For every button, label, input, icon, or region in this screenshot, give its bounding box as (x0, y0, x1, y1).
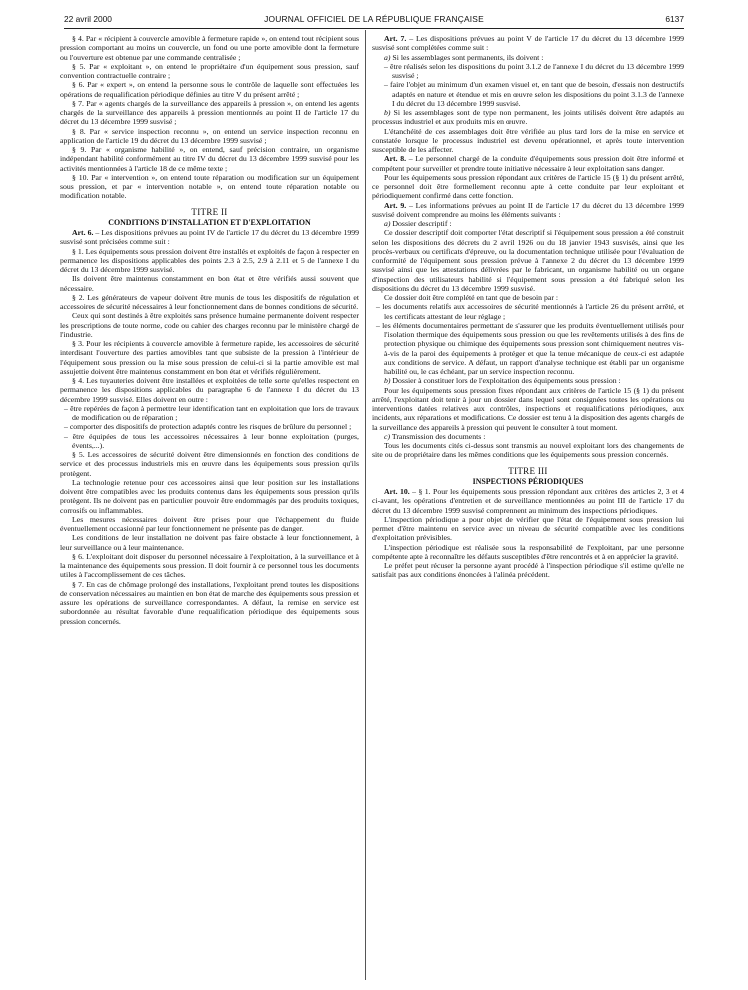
article-text: – Les dispositions prévues au point V de l'article 17 du décret du 13 décembre 1999 susvisé sont complétées comme suit : (372, 34, 684, 53)
paragraph: Ce dossier descriptif doit comporter l'état descriptif si l'équipement sous pression a été construit selon les dispositions des décrets du 2 avril 1926 ou du 18 janvier 1943 susvisés, ainsi que les procès-verbaux ou certificats d'épreuve, ou la documentation technique utilisée pour l'évaluation de conformité de l'équipement sous pression prévue à l'annexe 2 du décret du 13 décembre 1999 susvisé ainsi que les attestations délivrées par le fabricant, un organisme habilité ou un organe d'inspection des utilisateurs habilité si l'équipement sous pression a été fabriqué selon les dispositions du décret du 13 décembre 1999 susvisé. (372, 228, 684, 293)
article-label: Art. 6. (72, 228, 94, 237)
paragraph: L'inspection périodique a pour objet de vérifier que l'état de l'équipement sous pression lui permet d'être maintenu en service avec un niveau de sécurité compatible avec les conditions d'exploitation prévisibles. (372, 514, 684, 543)
paragraph: Pour les équipements sous pression fixes répondant aux critères de l'article 15 (§ 1) du présent arrêté, l'exploitant doit tenir à jour un dossier dans lequel sont consignées toutes les opérations ou interventions datées relatives aux contrôles, inspections et requalifications périodiques, aux incidents, aux réparations et modifications. Ce dossier est tenu à la disposition des agents chargés de la surveillance des appareils à pression qui peuvent le consulter à tout moment. (372, 385, 684, 432)
paragraph: Les mesures nécessaires doivent être prises pour que l'échappement du fluide éventuellement occasionné par leur fonctionnement ne présente pas de danger. (60, 514, 359, 533)
paragraph: § 8. Par « service inspection reconnu », on entend un service inspection reconnu en application de l'article 19 du décret du 13 décembre 1999 susvisé ; (60, 126, 359, 145)
item-letter: b) (384, 376, 391, 386)
article-paragraph (372, 154, 684, 173)
paragraph: L'étanchéité de ces assemblages doit être vérifiée au plus tard lors de la mise en service et constatée lorsque le processus industriel est devenu opérationnel, et après toute intervention susceptible de les affecter. (372, 126, 684, 154)
article-text: – Les informations prévues au point II de l'article 17 du décret du 13 décembre 1999 susvisé doivent comprendre au moins les éléments suivants : (372, 200, 684, 219)
section-title: TITRE III (508, 465, 548, 476)
article-text: – Le personnel chargé de la conduite d'équipements sous pression doit être informé et compétent pour surveiller et prendre toute initiative nécessaire à leur exploitation sans danger. (372, 154, 684, 173)
paragraph: § 5. Les accessoires de sécurité doivent être dimensionnés en fonction des conditions de service et des processus industriels mis en œuvre dans les équipements sous pression qu'ils protègent. (60, 450, 359, 478)
header-rule (64, 28, 684, 29)
paragraph: Tous les documents cités ci-dessus sont transmis au nouvel exploitant lors des changements de site ou de propriétaire dans les mêmes conditions que les équipements sous pression concernés. (372, 441, 684, 460)
paragraph: § 1. Les équipements sous pression doivent être installés et exploités de façon à respecter en permanence les dispositions applicables des points 2.3 à 2.5, 2.9 à 2.11 et 5 de l'annexe I du décret du 13 décembre 1999 susvisé. (60, 246, 359, 274)
paragraph: § 7. Par « agents chargés de la surveillance des appareils à pression », on entend les agents chargés de la surveillance des appareils à pression mentionnés au point II de l'article 17 du décret du 13 décembre 1999 susvisé ; (60, 98, 359, 127)
paragraph: Pour les équipements sous pression répondant aux critères de l'article 15 (§ 1) du présent arrêté, ce personnel doit être formellement reconnu apte à cette conduite par leur exploitant et périodiquement confirmé dans cette fonction. (372, 172, 684, 201)
paragraph: Les conditions de leur installation ne doivent pas faire obstacle à leur fonctionnement, à leur surveillance ou à leur maintenance. (60, 533, 359, 552)
dash-item: – les documents relatifs aux accessoires de sécurité mentionnés à l'article 26 du présent arrêté, et les certificats attestant de leur réglage ; (376, 302, 684, 321)
lettered-item: a) Dossier descriptif : (384, 219, 452, 228)
paragraph: Ceux qui sont destinés à être exploités sans présence humaine permanente doivent respecter les prescriptions de toute norme, code ou cahier des charges reconnu par le ministère chargé de l'industrie. (60, 311, 359, 339)
paragraph: Ce dossier doit être complété en tant que de besoin par : (384, 293, 559, 302)
paragraph: L'inspection périodique est réalisée sous la responsabilité de l'exploitant, par une personne compétente apte à reconnaître les défauts susceptibles d'être rencontrés et à en apprécier la gravité. (372, 542, 684, 561)
article-text: – Les dispositions prévues au point IV de l'article 17 du décret du 13 décembre 1999 susvisé sont précisées comme suit : (60, 228, 359, 247)
article-paragraph (372, 201, 684, 220)
article-label: Art. 10. (384, 487, 410, 496)
article-label: Art. 9. (384, 200, 407, 210)
paragraph: § 6. L'exploitant doit disposer du personnel nécessaire à l'exploitation, à la surveillance et à la maintenance des équipements sous pression. Il doit fournir à ce personnel tous les documents utiles à l'accomplissement de ces tâches. (60, 551, 359, 580)
dash-item: – être réalisés selon les dispositions du point 3.1.2 de l'annexe I du décret du 13 décembre 1999 susvisé ; (384, 61, 684, 80)
item-letter: a) (384, 52, 391, 62)
left-column (60, 34, 359, 626)
item-letter: b) (384, 108, 391, 117)
article-paragraph (372, 34, 684, 53)
paragraph: § 3. Pour les récipients à couvercle amovible à fermeture rapide, les accessoires de sécurité interdisant l'ouverture des parties amovibles tant que subsiste de la pression à l'intérieur de l'équipement sous pression ou la mise sous pression de celui-ci si la partie amovible est mal assujettie doivent être maintenus constamment en bon état et vérifiés régulièrement. (60, 339, 359, 376)
item-letter: a) (384, 219, 391, 228)
paragraph: § 9. Par « organisme habilité », on entend, sauf précision contraire, un organisme indépendant habilité conformément au titre IV du décret du 13 décembre 1999 susvisé pour les activités mentionnées à l'article 18 de ce même texte ; (60, 145, 359, 173)
dash-item: – être équipées de tous les accessoires nécessaires à leur bonne exploitation (purges, évents,...). (64, 431, 359, 450)
dash-item: – être repérées de façon à permettre leur identification tant en exploitation que lors de travaux de modification ou de réparation ; (64, 403, 359, 422)
page-number: 6137 (665, 14, 684, 24)
article-label: Art. 7. (384, 34, 407, 43)
article-text: – § 1. Pour les équipements sous pression répondant aux critères des articles 2, 3 et 4 ci-avant, les opérations d'entretien et de surveillance mentionnées au point III de l'article 17 du décret du 13 décembre 1999 susvisé comprennent au minimum des inspections périodiques. (372, 487, 684, 515)
journal-title: JOURNAL OFFICIEL DE LA RÉPUBLIQUE FRANÇAISE (264, 14, 484, 24)
section-subtitle: CONDITIONS D'INSTALLATION ET D'EXPLOITATION (108, 217, 311, 227)
paragraph: Ils doivent être maintenus constamment en bon état et être vérifiés aussi souvent que nécessaire. (60, 274, 359, 293)
paragraph: § 5. Par « exploitant », on entend le propriétaire d'un équipement sous pression, sauf convention contractuelle contraire ; (60, 61, 359, 80)
dash-item: – faire l'objet au minimum d'un examen visuel et, en tant que de besoin, d'essais non destructifs adaptés en nature et étendue et mis en œuvre selon les dispositions du point 3.1.3 de l'annexe I du décret du 13 décembre 1999 susvisé. (384, 80, 684, 108)
section-subtitle: INSPECTIONS PÉRIODIQUES (472, 476, 584, 486)
dash-item: – les éléments documentaires permettant de s'assurer que les produits éventuellement utilisés pour l'isolation thermique des équipements sous pression ou que les revêtements utilisés à des fins de protection physique ou chimique des équipements sous pression sont chimiquement neutres vis-à-vis de la paroi des équipements à protéger et que la tenue mécanique de ceux-ci est adaptée aux conditions de service. A défaut, un rapport d'analyse technique est établi par un organisme habilité ou, le cas échéant, par un service inspection reconnu. (376, 320, 684, 376)
paragraph: § 4. Par « récipient à couvercle amovible à fermeture rapide », on entend tout récipient sous pression comportant au moins un couvercle, un fond ou une porte amovible dont la fermeture ou l'ouverture est obtenue par une commande centralisée ; (60, 34, 359, 62)
section-title: TITRE II (191, 206, 228, 217)
paragraph: § 10. Par « intervention », on entend toute réparation ou modification sur un équipement sous pression, et par « intervention notable », on entend toute réparation notable ou modification notable. (60, 172, 359, 201)
lettered-item: b) Si les assemblages sont de type non permanent, les joints utilisés doivent être adaptés au processus industriel et aux produits mis en œuvre. (372, 108, 684, 127)
item-letter: c) (384, 431, 391, 441)
paragraph: § 6. Par « expert », on entend la personne sous le contrôle de laquelle sont effectuées les opérations de requalification périodique définies au titre V du présent arrêté ; (60, 80, 359, 99)
article-label: Art. 8. (384, 154, 407, 164)
paragraph: § 2. Les générateurs de vapeur doivent être munis de tous les dispositifs de régulation et accessoires de sécurité nécessaires à leur fonctionnement dans de bonnes conditions de sécurité. (60, 292, 359, 311)
lettered-item: c) Transmission des documents : (384, 431, 486, 441)
article-paragraph (372, 487, 684, 515)
dash-item: – comporter des dispositifs de protection adaptés contre les risques de brûlure du personnel ; (64, 422, 352, 432)
page-header (64, 14, 684, 32)
issue-date: 22 avril 2000 (64, 14, 112, 24)
paragraph: Le préfet peut récuser la personne ayant procédé à l'inspection périodique s'il estime qu'elle ne satisfait pas aux conditions énoncées à l'alinéa précédent. (372, 561, 684, 580)
lettered-item: b) Dossier à constituer lors de l'exploitation des équipements sous pression : (384, 376, 621, 386)
paragraph: § 4. Les tuyauteries doivent être installées et exploitées de telle sorte qu'elles respectent en permanence les dispositions applicables du paragraphe 6 de l'annexe I du décret du 13 décembre 1999 susvisé. Elles doivent en outre : (60, 376, 359, 404)
column-divider (365, 30, 366, 980)
paragraph: § 7. En cas de chômage prolongé des installations, l'exploitant prend toutes les dispositions de conservation nécessaires au maintien en bon état de marche des équipements sous pression et assure les opérations de surveillance correspondantes. A défaut, la remise en service est subordonnée au résultat favorable d'une requalification périodique des équipements sous pression concernés. (60, 579, 359, 626)
right-column (372, 34, 684, 580)
article-paragraph (60, 228, 359, 247)
lettered-item: a) Si les assemblages sont permanents, ils doivent : (384, 52, 544, 62)
paragraph: La technologie retenue pour ces accessoires ainsi que leur position sur les installations doivent être compatibles avec les produits contenus dans les équipements sous pression qu'ils protègent. Ils ne doivent pas en particulier pouvoir être endommagés par des produits toxiques, corrosifs ou inflammables. (60, 477, 359, 515)
